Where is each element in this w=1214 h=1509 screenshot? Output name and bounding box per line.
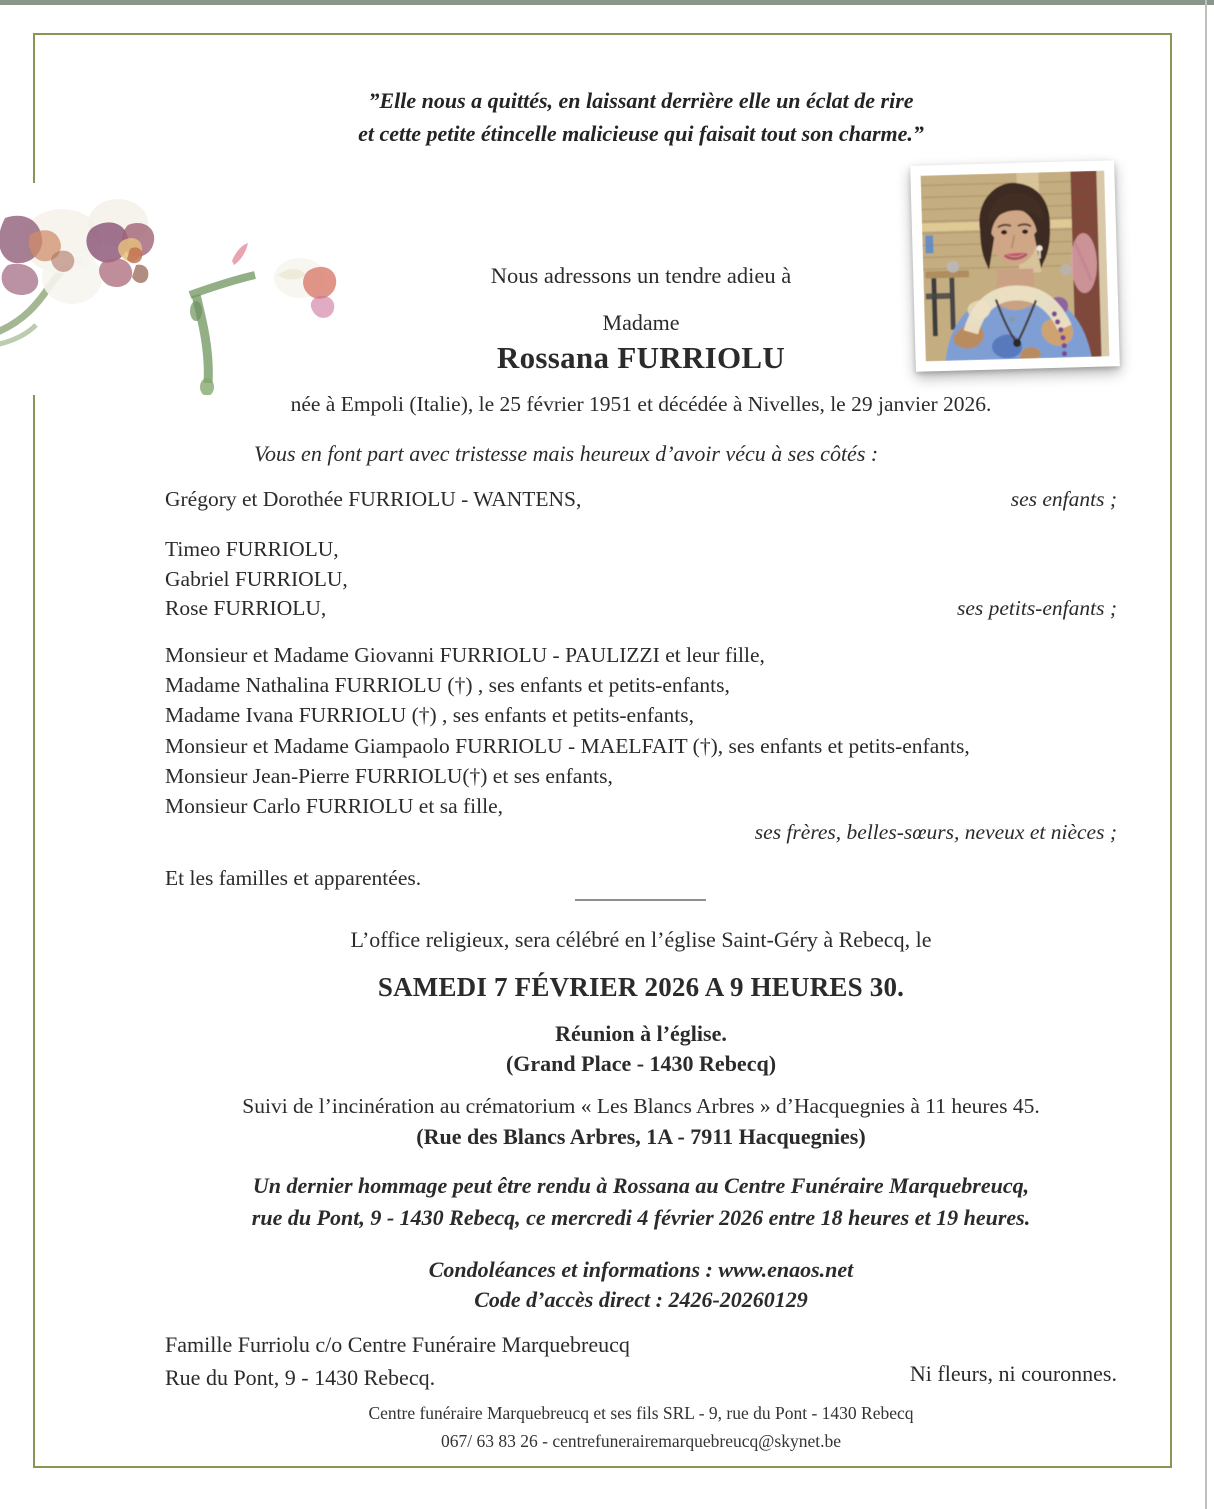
- footer-phone-email: 067/ 63 83 26 - centrefunerairemarquebreucq@skynet.be: [441, 1431, 841, 1451]
- sibling-line: Monsieur Carlo FURRIOLU et sa fille,: [165, 794, 503, 819]
- children-row: [165, 487, 1117, 512]
- service-meeting: Réunion à l’église.: [555, 1021, 727, 1046]
- sibling-line: Madame Nathalina FURRIOLU (†) , ses enfants et petits-enfants,: [165, 673, 730, 698]
- sibling-line: Monsieur Jean-Pierre FURRIOLU(†) et ses enfants,: [165, 763, 613, 788]
- cremation-info: Suivi de l’incinération au crématorium « Les Blancs Arbres » d’Hacquegnies à 11 heures 45.: [242, 1094, 1040, 1118]
- service-datetime: SAMEDI 7 FÉVRIER 2026 A 9 HEURES 30.: [377, 972, 905, 1002]
- condolences-info: Condoléances et informations : www.enaos.net: [428, 1257, 854, 1282]
- sibling-line: Monsieur et Madame Giovanni FURRIOLU - PAULIZZI et leur fille,: [165, 643, 765, 667]
- siblings-block: [165, 640, 1117, 821]
- condolences-block: [165, 1255, 1117, 1315]
- deceased-name: Rossana FURRIOLU: [496, 340, 786, 375]
- sibling-line: Madame Ivana FURRIOLU (†) , ses enfants et petits-enfants,: [165, 703, 694, 728]
- funeral-home-footer: [165, 1399, 1117, 1455]
- grandchildren-last-row: [165, 594, 1117, 624]
- service-meeting-address: (Grand Place - 1430 Rebecq): [505, 1051, 777, 1076]
- grandchild-name: Gabriel FURRIOLU,: [165, 566, 348, 591]
- contact-line-1: Famille Furriolu c/o Centre Funéraire Marquebreucq: [165, 1332, 630, 1357]
- contact-line-2: Rue du Pont, 9 - 1430 Rebecq.: [165, 1365, 436, 1390]
- family-closing: Et les familles et apparentées.: [165, 866, 422, 890]
- quote-line-2: et cette petite étincelle malicieuse qui faisait tout son charme.”: [358, 121, 924, 146]
- salutation-text: Nous adressons un tendre adieu à: [490, 263, 792, 288]
- scan-edge-right: [1205, 0, 1207, 1509]
- scan-edge-top: [0, 0, 1214, 5]
- grandchild-name: Rose FURRIOLU,: [165, 596, 327, 620]
- siblings-label: ses frères, belles-sœurs, neveux et nièces ;: [754, 820, 1117, 844]
- children-names: Grégory et Dorothée FURRIOLU - WANTENS,: [165, 487, 582, 511]
- condolences-access-code: Code d’accès direct : 2426-20260129: [474, 1287, 808, 1312]
- grandchildren-label: ses petits-enfants ;: [956, 596, 1117, 620]
- civility-title: Madame: [602, 310, 680, 335]
- grandchild-name: Timeo FURRIOLU,: [165, 537, 339, 561]
- grandchildren-block: [165, 535, 1117, 624]
- tribute-line-1: Un dernier hommage peut être rendu à Rossana au Centre Funéraire Marquebreucq,: [252, 1173, 1030, 1198]
- children-label: ses enfants ;: [1010, 487, 1117, 511]
- footer-address: Centre funéraire Marquebreucq et ses fils SRL - 9, rue du Pont - 1430 Rebecq: [368, 1403, 914, 1423]
- announcement-text: Vous en font part avec tristesse mais heureux d’avoir vécu à ses côtés :: [254, 441, 879, 466]
- tribute-line-2: rue du Pont, 9 - 1430 Rebecq, ce mercredi 4 février 2026 entre 18 heures et 19 heures.: [251, 1205, 1031, 1230]
- life-dates: née à Empoli (Italie), le 25 février 1951 et décédée à Nivelles, le 29 janvier 2026.: [290, 392, 992, 416]
- tribute-block: [165, 1170, 1117, 1234]
- section-divider: [575, 899, 706, 901]
- quote-line-1: ”Elle nous a quittés, en laissant derrière elle un éclat de rire: [368, 88, 914, 113]
- no-flowers-note: Ni fleurs, ni couronnes.: [909, 1361, 1117, 1386]
- sibling-line: Monsieur et Madame Giampaolo FURRIOLU - MAELFAIT (†), ses enfants et petits-enfants,: [165, 733, 970, 758]
- memorial-quote: [165, 84, 1117, 150]
- service-intro: L’office religieux, sera célébré en l’église Saint-Géry à Rebecq, le: [350, 927, 932, 952]
- cremation-address: (Rue des Blancs Arbres, 1A - 7911 Hacquegnies): [416, 1124, 866, 1149]
